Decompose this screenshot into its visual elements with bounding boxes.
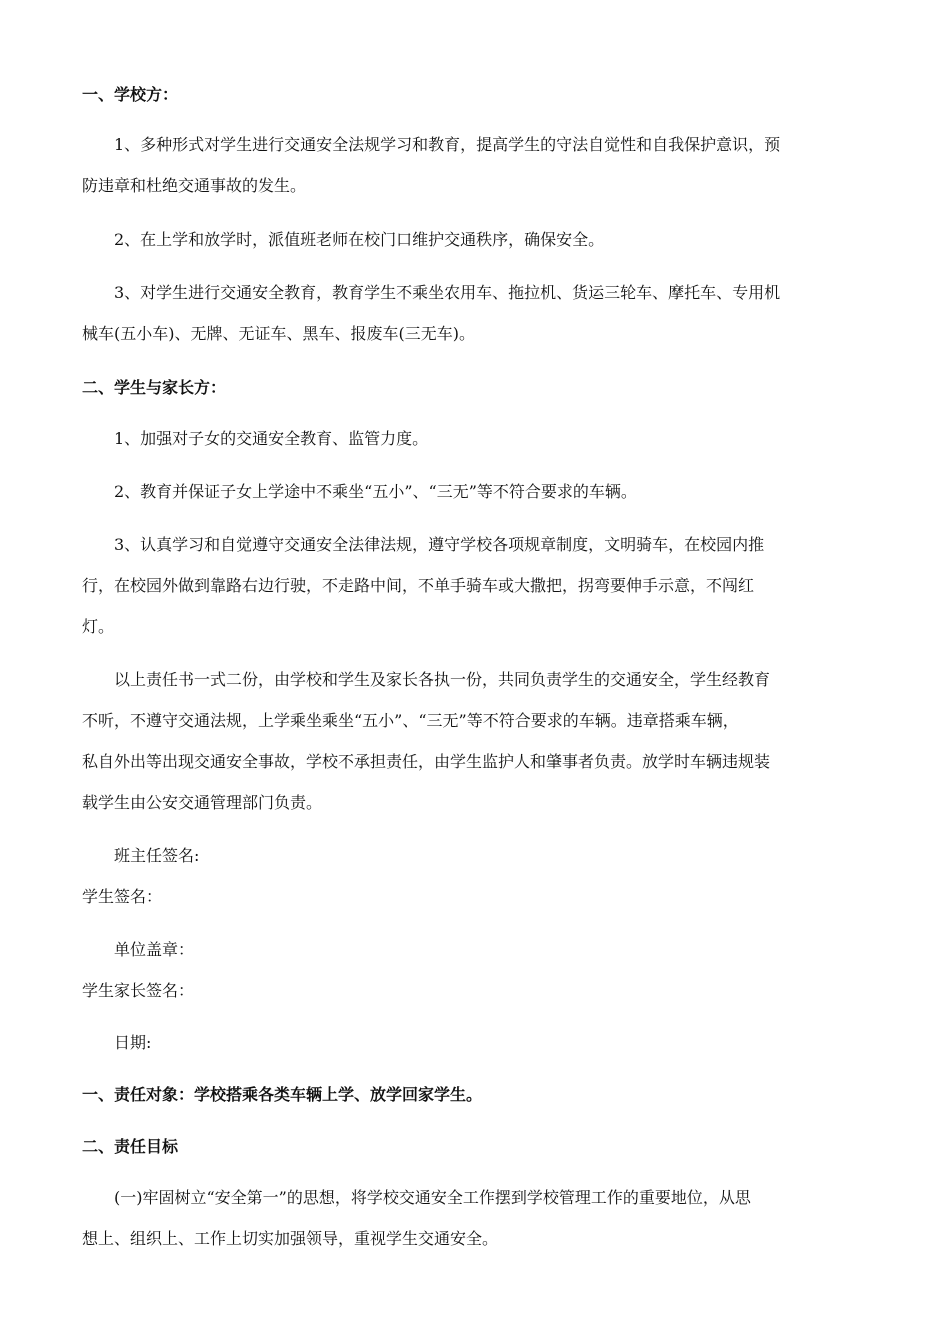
paragraph-line: 2、教育并保证子女上学途中不乘坐“五小”、“三无”等不符合要求的车辆。 — [114, 482, 637, 501]
paragraph-line: 1、加强对子女的交通安全教育、监管力度。 — [114, 429, 429, 448]
student-signature-label: 学生签名： — [82, 887, 163, 906]
head-teacher-signature-label: 班主任签名: — [114, 846, 200, 865]
paragraph-line: 3、认真学习和自觉遵守交通安全法律法规，遵守学校各项规章制度，文明骑车，在校园内推 — [114, 535, 765, 554]
paragraph-line: 行，在校园外做到靠路右边行驶，不走路中间，不单手骑车或大撒把，拐弯要伸手示意，不闯红 — [82, 576, 755, 595]
paragraph-line: 灯。 — [82, 617, 115, 636]
paragraph-line: 1、多种形式对学生进行交通安全法规学习和教育，提高学生的守法自觉性和自我保护意识，预 — [114, 135, 781, 154]
paragraph-line: 防违章和杜绝交通事故的发生。 — [82, 176, 307, 195]
unit-seal-label: 单位盖章： — [114, 940, 195, 959]
section-heading-students-parents: 二、学生与家长方： — [82, 378, 227, 397]
paragraph-line: 械车(五小车)、无牌、无证车、黑车、报废车(三无车)。 — [82, 324, 475, 343]
paragraph-line: 载学生由公安交通管理部门负责。 — [82, 793, 323, 812]
paragraph-line: 想上、组织上、工作上切实加强领导，重视学生交通安全。 — [82, 1229, 499, 1248]
paragraph-line: (一)牢固树立“安全第一”的思想，将学校交通安全工作摆到学校管理工作的重要地位，从思 — [114, 1188, 751, 1207]
parent-signature-label: 学生家长签名： — [82, 981, 195, 1000]
date-label: 日期: — [114, 1033, 152, 1052]
paragraph-line: 私自外出等出现交通安全事故，学校不承担责任，由学生监护人和肇事者负责。放学时车辆违规装 — [82, 752, 771, 771]
paragraph-line: 2、在上学和放学时，派值班老师在校门口维护交通秩序，确保安全。 — [114, 230, 605, 249]
responsibility-object-heading: 一、责任对象：学校搭乘各类车辆上学、放学回家学生。 — [82, 1085, 483, 1104]
paragraph-line: 3、对学生进行交通安全教育，教育学生不乘坐农用车、拖拉机、货运三轮车、摩托车、专用机 — [114, 283, 781, 302]
responsibility-target-heading: 二、责任目标 — [82, 1137, 179, 1156]
paragraph-line: 不听，不遵守交通法规，上学乘坐乘坐“五小”、“三无”等不符合要求的车辆。违章搭乘车辆， — [82, 711, 739, 730]
section-heading-school: 一、学校方： — [82, 85, 179, 104]
paragraph-line: 以上责任书一式二份，由学校和学生及家长各执一份，共同负责学生的交通安全，学生经教育 — [114, 670, 771, 689]
